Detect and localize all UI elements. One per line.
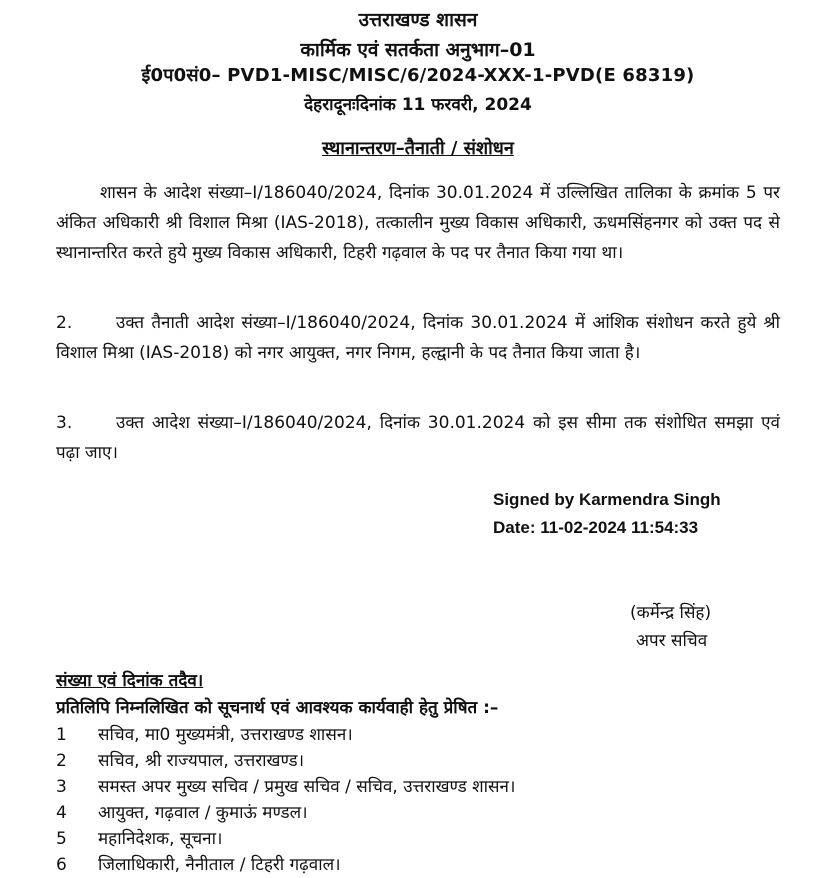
list-item-text: समस्त अपर मुख्य सचिव / प्रमुख सचिव / सचिव, उत्तराखण्ड शासन। bbox=[98, 777, 516, 797]
list-item bbox=[56, 748, 515, 774]
list-item-text: सचिव, श्री राज्यपाल, उत्तराखण्ड। bbox=[98, 751, 305, 771]
list-item-number: 4 bbox=[56, 803, 67, 823]
digital-signature-name: Signed by Karmendra Singh bbox=[493, 490, 721, 509]
list-item-text: महानिदेशक, सूचना। bbox=[98, 829, 223, 849]
subject-heading bbox=[0, 136, 836, 160]
officer-name: (कर्मेन्द्र सिंह) bbox=[630, 603, 712, 623]
copy-to-list bbox=[56, 722, 515, 878]
list-item bbox=[56, 826, 515, 852]
subject-text: स्थानान्तरण–तैनाती / संशोधन bbox=[322, 138, 514, 159]
list-item bbox=[56, 774, 515, 800]
officer-designation: अपर सचिव bbox=[636, 631, 708, 651]
list-item-number: 1 bbox=[56, 725, 67, 745]
government-name: उत्तराखण्ड शासन bbox=[358, 9, 478, 31]
reference-line: संख्या एवं दिनांक तदैव। bbox=[56, 671, 204, 691]
paragraph-3-number: 3. bbox=[56, 413, 73, 433]
paragraph-3 bbox=[56, 408, 780, 468]
department-name: कार्मिक एवं सतर्कता अनुभाग–01 bbox=[300, 39, 536, 61]
list-item bbox=[56, 852, 515, 878]
list-item-number: 3 bbox=[56, 777, 67, 797]
digital-signature-date: Date: 11-02-2024 11:54:33 bbox=[493, 518, 699, 537]
list-item-text: आयुक्त, गढ़वाल / कुमाऊं मण्डल। bbox=[98, 803, 308, 823]
list-item-number: 5 bbox=[56, 829, 67, 849]
paragraph-2 bbox=[56, 308, 780, 368]
paragraph-2-text: उक्त तैनाती आदेश संख्या–I/186040/2024, दिनांक 30.01.2024 में आंशिक संशोधन करते हुये श्री विशाल मिश्रा (IAS-2018) को नगर आयुक्त, नगर निगम, हल्द्वानी के पद तैनात किया जाता है। bbox=[56, 313, 780, 363]
list-item-number: 2 bbox=[56, 751, 67, 771]
copy-to-heading: प्रतिलिपि निम्नलिखित को सूचनार्थ एवं आवश्यक कार्यवाही हेतु प्रेषित :– bbox=[56, 698, 499, 718]
list-item-number: 6 bbox=[56, 855, 67, 875]
place-date: देहरादूनःदिनांक 11 फरवरी, 2024 bbox=[304, 95, 532, 115]
list-item-text: सचिव, मा0 मुख्यमंत्री, उत्तराखण्ड शासन। bbox=[98, 725, 353, 745]
paragraph-2-number: 2. bbox=[56, 313, 73, 333]
list-item bbox=[56, 722, 515, 748]
paragraph-3-text: उक्त आदेश संख्या–I/186040/2024, दिनांक 30.01.2024 को इस सीमा तक संशोधित समझा एवं पढ़ा जाए। bbox=[56, 413, 780, 463]
paragraph-1: शासन के आदेश संख्या–I/186040/2024, दिनांक 30.01.2024 में उल्लिखित तालिका के क्रमांक 5 पर अंकित अधिकारी श्री विशाल मिश्रा (IAS-2018), तत्कालीन मुख्य विकास अधिकारी, ऊधमसिंहनगर को उक्त पद से स्थानान्तरित करते हुये मुख्य विकास अधिकारी, टिहरी गढ़वाल के पद पर तैनात किया गया था। bbox=[56, 183, 780, 263]
list-item bbox=[56, 800, 515, 826]
file-number: ई0प0सं0– PVD1-MISC/MISC/6/2024-XXX-1-PVD(E 68319) bbox=[141, 65, 695, 86]
list-item-text: जिलाधिकारी, नैनीताल / टिहरी गढ़वाल। bbox=[98, 855, 341, 875]
